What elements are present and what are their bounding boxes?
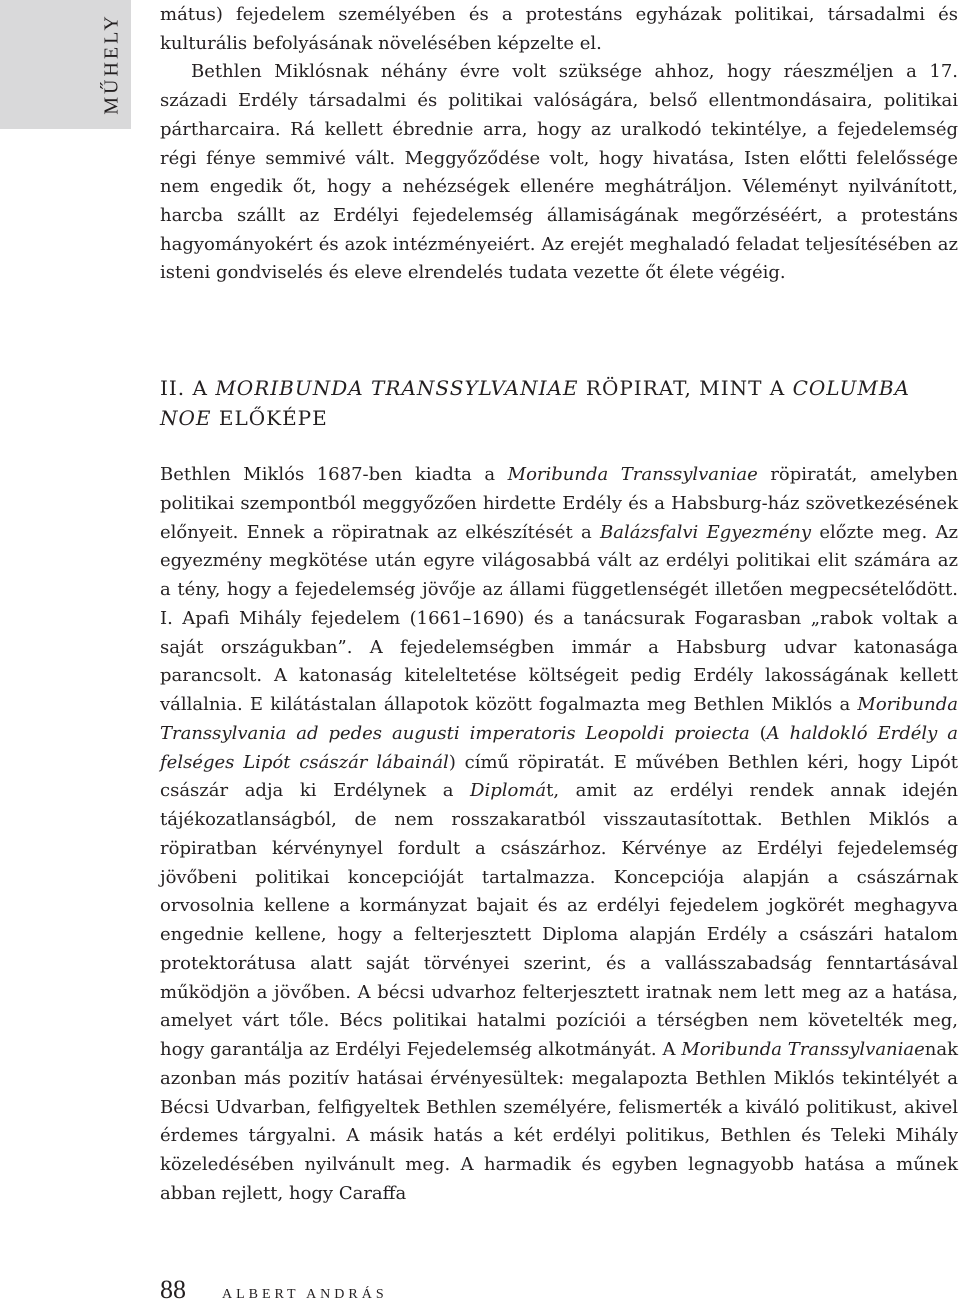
body-italic: Balázsfalvi Egyezmény <box>600 521 812 543</box>
body-italic: Moribunda Transsylvaniae <box>681 1039 925 1060</box>
paragraph: Bethlen Miklósnak néhány évre volt szüksége ahhoz, hogy ráeszméljen a 17. századi Erdély társadalmi és politikai valóságára, belső ellentmondásaira, politikai pártharcaira. Rá kellett ébrednie arra, hogy az uralkodó tekintélye, a fejedelemség régi fénye semmivé vált. Meggyőződése volt, hogy hivatása, Isten előtti felelőssége nem engedik őt, hogy a nehézségek ellenére meghátráljon. Véleményt nyilvánított, harcba szállt az Erdélyi fejedelemség államiságának megőrzéséért, a protestáns hagyományokért és azok intézményeiért. Az erejét meghaladó feladat teljesítésében az isteni gondviselés és eleve elrendelés tudata vezette őt élete végéig. <box>160 61 958 284</box>
opening-text <box>160 1 958 288</box>
heading-prefix: II. A <box>160 376 216 400</box>
body-italic: A haldokló Erdély a felséges Lipót császár lábainál <box>160 722 958 773</box>
body-text: ( <box>749 722 767 744</box>
body-italic: Moribunda Transsylvania ad pedes augusti imperatoris Leopoldi proiecta <box>160 694 958 744</box>
page-footer <box>160 1275 388 1311</box>
body-italic: Moribunda Transsylvaniae <box>507 464 758 485</box>
running-author: ALBERT ANDRÁS <box>222 1287 388 1302</box>
body-text: Bethlen Miklós 1687-ben kiadta a <box>160 464 508 485</box>
page-number: 88 <box>160 1275 186 1304</box>
heading-title-italic-1: MORIBUNDA TRANSSYLVANIAE <box>215 376 579 400</box>
body-italic: Diplomá <box>470 780 547 802</box>
heading-middle: RÖPIRAT, MINT A <box>578 376 793 400</box>
section-tab <box>0 0 131 129</box>
body-text: nak azonban más pozitív hatásai érvényesültek: megalapozta Bethlen Miklós tekintélyét a Bécsi Udvarban, felfigyeltek Bethlen személyére, felismerték a kiváló politikust, akivel érdemes tárgyalni. A másik hatás a két erdélyi politikus, Bethlen és Teleki Mihály közeledésében nyilvánult meg. A harmadik és egyben legnagyobb hatása a műnek abban rejlett, hogy Caraffa <box>160 1039 959 1204</box>
body-text: ) című röpiratát. E művében Bethlen kéri, hogy Lipót császár adja ki Erdélynek a <box>160 751 958 802</box>
section-heading <box>160 373 960 433</box>
heading-title-italic-2: COLUMBA NOE <box>160 376 910 430</box>
section-body <box>160 461 958 1209</box>
body-text: előzte meg. Az egyezmény megkötése után egyre világosabbá vált az erdélyi politikai elit számára az a tény, hogy a fejedelemség jövője az állami függetlenségét illetően megpecsételődött. I. Apafi Mihály fejedelem (1661–1690) és a tanácsurak Fogarasban „rabok voltak a saját országukban”. A fejedelemségben immár a Habsburg udvar katonasága parancsolt. A katonaság kiteleltetése költségeit pedig Erdély lakosságának kellett vállalnia. E kilátástalan állapotok között fogalmazta meg Bethlen Miklós a <box>160 521 958 715</box>
body-text: röpiratát, amelyben politikai szempontból meggyőzően hirdette Erdély és a Habsburg-ház szövetkezésének előnyeit. Ennek a röpiratnak az elkészítését a <box>160 464 958 543</box>
paragraph-continued: mátus) fejedelem személyében és a protestáns egyházak politikai, társadalmi és kulturális befolyásának növelésében képzelte el. <box>160 4 958 54</box>
body-text: t, amit az erdélyi rendek annak idején tájékozatlanságból, de nem rosszakaratból visszautasítottak. Bethlen Miklós a röpiratban kérvénynyel fordult a császárhoz. Kérvénye az Erdélyi fejedelemség jövőbeni politikai koncepcióját tartalmazza. Koncepciója alapján a császárnak orvosolnia kellene a kormányzat bajait és az erdélyi fejedelem jogkörét meghagyva engednie kellene, hogy a felterjesztett Diploma alapján Erdély a császári hatalom protektorátusa alatt saját törvényei szerint, és a vallásszabadság fenntartásával működjön a jövőben. A bécsi udvarhoz felterjesztett iratnak nem lett meg az a hatása, amelyet várt tőle. Bécs politikai hatalmi pozíciói a térségben nem követelték meg, hogy garantálja az Erdélyi Fejedelemség alkotmányát. A <box>160 780 958 1060</box>
heading-suffix: ELŐKÉPE <box>211 406 328 430</box>
section-tab-label: MŰHELY <box>100 13 123 115</box>
